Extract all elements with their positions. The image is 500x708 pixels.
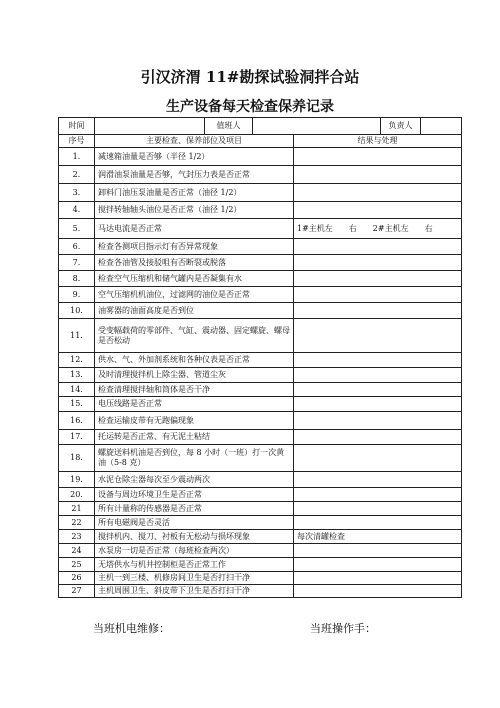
row-result[interactable]: 1#主机左 右 2#主机左 右 — [294, 219, 462, 239]
row-number: 23 — [59, 530, 95, 544]
row-number: 2. — [59, 166, 95, 184]
row-number: 7. — [59, 255, 95, 271]
items-table — [58, 134, 462, 598]
table-row — [59, 412, 462, 430]
row-number: 6. — [59, 239, 95, 255]
row-number: 18. — [59, 445, 95, 472]
table-row — [59, 488, 462, 502]
responsible-field[interactable] — [421, 118, 462, 135]
row-result[interactable] — [294, 544, 462, 558]
table-row — [59, 166, 462, 184]
table-row — [59, 303, 462, 319]
table-row — [59, 572, 462, 585]
row-item: 受变幅载荷的零部件、气缸、震动器、固定螺旋、螺母是否松动 — [95, 319, 294, 353]
inspection-record-sheet — [58, 117, 461, 598]
row-result[interactable] — [294, 353, 462, 368]
header-table — [58, 117, 462, 135]
table-row — [59, 445, 462, 472]
row-result[interactable] — [294, 271, 462, 287]
row-result[interactable] — [294, 319, 462, 353]
row-result[interactable] — [294, 585, 462, 598]
row-number: 1. — [59, 148, 95, 166]
table-row — [59, 271, 462, 287]
row-item: 水泥仓除尘器每次至少震动两次 — [95, 472, 294, 488]
row-item: 螺旋送料机油是否到位，每 8 小时（一班）打一次黄油（5-8 克） — [95, 445, 294, 472]
table-row — [59, 558, 462, 572]
row-result[interactable] — [294, 148, 462, 166]
row-number: 11. — [59, 319, 95, 353]
row-item: 检查运输皮带有无跑偏现象 — [95, 412, 294, 430]
row-result[interactable] — [294, 412, 462, 430]
table-row — [59, 585, 462, 598]
row-result[interactable] — [294, 445, 462, 472]
duty-field[interactable] — [253, 118, 381, 135]
table-row — [59, 202, 462, 219]
row-result[interactable] — [294, 184, 462, 202]
row-item: 检查各油管及接驳咀有否断裂或脱落 — [95, 255, 294, 271]
row-number: 3. — [59, 184, 95, 202]
row-item: 润滑油泵油量是否够，气封压力表是否正常 — [95, 166, 294, 184]
time-label: 时间 — [59, 118, 95, 135]
row-item: 卸料门油压泵油量是否正常（油径 1/2） — [95, 184, 294, 202]
row-item: 电压线路是否正常 — [95, 397, 294, 412]
row-number: 10. — [59, 303, 95, 319]
row-number: 14. — [59, 383, 95, 397]
row-item: 无塔供水与机井控制柜是否正常工作 — [95, 558, 294, 572]
row-result[interactable] — [294, 516, 462, 530]
row-result[interactable] — [294, 202, 462, 219]
table-row — [59, 353, 462, 368]
row-result[interactable] — [294, 239, 462, 255]
table-row — [59, 368, 462, 383]
seq-header: 序号 — [59, 135, 95, 148]
table-row — [59, 430, 462, 445]
row-result[interactable] — [294, 368, 462, 383]
row-number: 4. — [59, 202, 95, 219]
row-result[interactable]: 每次清罐检查 — [294, 530, 462, 544]
document-title: 引汉济渭 11#勘探试验洞拌合站 — [140, 68, 360, 86]
items-body — [59, 148, 462, 598]
operator-signature-label: 当班操作手： — [310, 622, 376, 635]
mechanic-signature-label: 当班机电维修： — [93, 622, 170, 635]
table-row — [59, 530, 462, 544]
table-row — [59, 516, 462, 530]
row-number: 13. — [59, 368, 95, 383]
row-item: 供水、气、外加剂系统和各种仪表是否正常 — [95, 353, 294, 368]
row-result[interactable] — [294, 397, 462, 412]
row-item: 所有电磁阀是否灵活 — [95, 516, 294, 530]
row-result[interactable] — [294, 502, 462, 516]
row-item: 主机周围卫生、斜皮带下卫生是否打扫干净 — [95, 585, 294, 598]
row-result[interactable] — [294, 430, 462, 445]
result-header: 结果与处理 — [294, 135, 462, 148]
row-result[interactable] — [294, 488, 462, 502]
row-number: 20. — [59, 488, 95, 502]
row-number: 5. — [59, 219, 95, 239]
row-number: 17. — [59, 430, 95, 445]
item-header: 主要检查、保养部位及项目 — [95, 135, 294, 148]
row-item: 检查清理搅拌轴和筒体是否干净 — [95, 383, 294, 397]
row-item: 搅拌机内、搅刀、衬板有无松动与损坏现象 — [95, 530, 294, 544]
row-result[interactable] — [294, 558, 462, 572]
row-item: 减速箱油量是否够（半径 1/2） — [95, 148, 294, 166]
table-row — [59, 472, 462, 488]
table-row — [59, 148, 462, 166]
row-number: 8. — [59, 271, 95, 287]
row-item: 检查空气压缩机和储气罐内是否凝集有水 — [95, 271, 294, 287]
row-number: 25 — [59, 558, 95, 572]
row-item: 空气压缩机机油位，过滤网的油位是否正常 — [95, 287, 294, 303]
row-item: 主机一到三楼、机修房间卫生是否打扫干净 — [95, 572, 294, 585]
table-row — [59, 544, 462, 558]
table-row — [59, 219, 462, 239]
row-number: 15. — [59, 397, 95, 412]
row-item: 搅拌转轴轴头油位是否正常（油径 1/2） — [95, 202, 294, 219]
row-item: 设备与周边环境卫生是否正常 — [95, 488, 294, 502]
row-item: 水泵房一切是否正常（每班检查两次） — [95, 544, 294, 558]
table-row — [59, 184, 462, 202]
row-result[interactable] — [294, 472, 462, 488]
table-row — [59, 397, 462, 412]
row-result[interactable] — [294, 166, 462, 184]
table-row — [59, 287, 462, 303]
row-number: 21 — [59, 502, 95, 516]
row-item: 油雾器的油面高度是否到位 — [95, 303, 294, 319]
responsible-label: 负责人 — [381, 118, 421, 135]
document-subtitle: 生产设备每天检查保养记录 — [166, 99, 334, 115]
row-item: 及时清理搅拌机上除尘器、管道尘灰 — [95, 368, 294, 383]
row-item: 检查各测项目指示灯有否异常现象 — [95, 239, 294, 255]
row-item: 所有计量称的传感器是否正常 — [95, 502, 294, 516]
table-row — [59, 383, 462, 397]
row-result[interactable] — [294, 303, 462, 319]
row-item: 托运转是否正常、有无泥土粘结 — [95, 430, 294, 445]
row-result[interactable] — [294, 572, 462, 585]
row-number: 19. — [59, 472, 95, 488]
row-number: 27 — [59, 585, 95, 598]
table-row — [59, 255, 462, 271]
row-result[interactable] — [294, 383, 462, 397]
row-number: 9. — [59, 287, 95, 303]
row-number: 22 — [59, 516, 95, 530]
row-number: 26 — [59, 572, 95, 585]
row-number: 12. — [59, 353, 95, 368]
row-number: 24 — [59, 544, 95, 558]
table-row — [59, 239, 462, 255]
table-row — [59, 502, 462, 516]
time-field[interactable] — [95, 118, 205, 135]
duty-label: 值班人 — [205, 118, 253, 135]
row-result[interactable] — [294, 287, 462, 303]
table-row — [59, 319, 462, 353]
row-number: 16. — [59, 412, 95, 430]
row-result[interactable] — [294, 255, 462, 271]
row-item: 马达电流是否正常 — [95, 219, 294, 239]
